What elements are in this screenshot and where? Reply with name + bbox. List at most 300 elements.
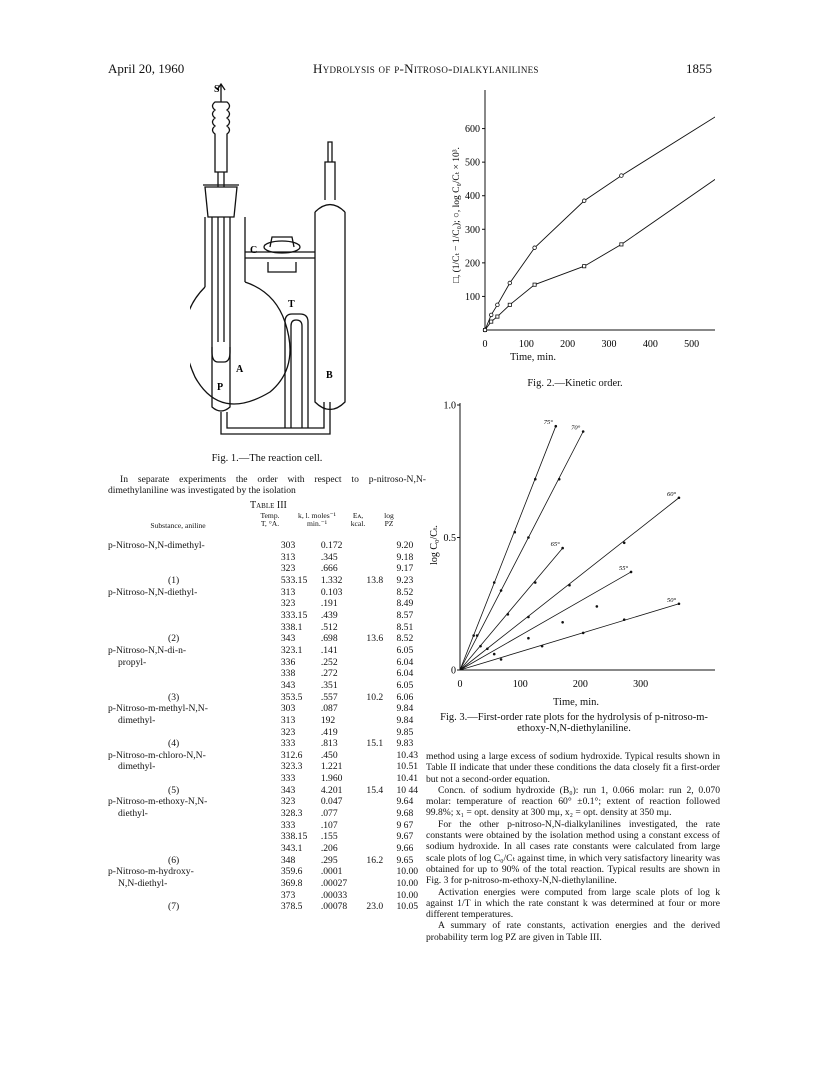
table-cell: 323.1 [280, 644, 303, 656]
fig2-x-tick-label: 300 [601, 339, 617, 350]
table-cell: 10.2 [366, 691, 384, 703]
fig3-caption: Fig. 3.—First-order rate plots for the hydrolysis of p-nitroso-m-ethoxy-N,N-diethylaniline. [440, 712, 708, 734]
table-cell: 359.6 [280, 866, 303, 878]
fig2-x-tick-label: 400 [642, 339, 658, 350]
table-cell: 373 [280, 889, 296, 901]
fig3-point [630, 571, 633, 574]
table-cell: 6.04 [396, 656, 414, 668]
table-cell: .00027 [320, 878, 348, 890]
table-cell: .557 [320, 691, 338, 703]
table-cell [364, 540, 394, 552]
table-cell-substance: p-Nitroso-m-ethoxy-N,N- [108, 796, 208, 808]
table-cell: 333 [280, 738, 296, 750]
table-cell-substance: dimethyl- [118, 761, 156, 773]
table-row [108, 901, 426, 913]
table-cell-substance: (2) [168, 633, 180, 645]
table-cell-substance: p-Nitroso-N,N-di-n- [108, 644, 187, 656]
table-cell: 9.20 [396, 540, 414, 551]
table-cell [364, 703, 394, 715]
fig3-point [479, 645, 482, 648]
table-row [108, 785, 426, 797]
table-cell: 323 [280, 796, 296, 808]
fig2-y-tick-label: 300 [465, 224, 480, 236]
fig3-point [561, 547, 564, 550]
fig3-point [476, 634, 479, 637]
fig2-x-tick-label: 0 [482, 339, 488, 350]
table-cell: 6.05 [396, 679, 414, 691]
fig3-series-line [460, 604, 679, 670]
table-row [108, 773, 426, 785]
table-cell: 13.6 [366, 633, 384, 645]
fig2-y-tick-label: 500 [465, 157, 480, 169]
table-cell [364, 843, 394, 855]
table-cell: 9.65 [396, 854, 414, 866]
intro-paragraph: In separate experiments the order with respect to p-nitroso-N,N-dimethylaniline was investigated by the isolation [108, 474, 426, 497]
table-row [108, 680, 426, 692]
table-cell-substance [108, 843, 279, 855]
col-temp-2: T, °A. [260, 519, 280, 528]
fig2-y-tick-label: 600 [465, 124, 480, 136]
table-cell: 9.83 [396, 738, 414, 750]
table-cell: .206 [320, 843, 338, 855]
fig2-point-square [490, 320, 493, 323]
fig3-point [541, 645, 544, 648]
table-cell: 6.04 [396, 668, 414, 680]
table-cell: .698 [320, 633, 338, 645]
table-cell-substance [108, 680, 279, 692]
label-s: S [214, 84, 220, 95]
fig3-point [513, 531, 516, 534]
fig2-point-circle [533, 246, 537, 250]
fig3-series-label: 55° [619, 564, 629, 572]
page-number: 1855 [686, 61, 712, 76]
table-cell: .141 [320, 644, 338, 656]
table-cell: 338.15 [280, 831, 308, 843]
fig3-point [527, 536, 530, 539]
table-cell: 8.52 [396, 633, 414, 645]
table-cell-substance [108, 563, 279, 575]
fig1-caption: Fig. 1.—The reaction cell. [211, 453, 323, 464]
table-cell [364, 552, 394, 564]
fig2-chart [425, 85, 715, 365]
fig2-x-tick-label: 500 [684, 339, 700, 350]
fig3-point [623, 542, 626, 545]
table-cell [364, 808, 394, 820]
table-cell: 10.00 [396, 866, 419, 878]
table-cell: 9.23 [396, 574, 414, 586]
fig3-ylabel: log C₀/Cₜ. [429, 525, 440, 565]
table-cell: 369.8 [280, 878, 303, 890]
fig2-point-circle [496, 303, 500, 307]
table-cell: 192 [320, 714, 336, 726]
table-cell: 9.64 [396, 796, 414, 808]
fig2-series-line [485, 176, 715, 330]
table-cell: 333 [280, 819, 296, 831]
table-cell [364, 598, 394, 610]
fig2-x-tick-label: 200 [560, 339, 576, 350]
table-cell: 1.960 [320, 773, 343, 785]
table-cell: 378.5 [280, 901, 303, 913]
table-cell: .191 [320, 598, 338, 610]
table-cell: 303 [280, 540, 296, 551]
fig3-point [554, 425, 557, 428]
table-cell [364, 715, 394, 727]
fig3-point [558, 478, 561, 481]
fig3-point [623, 618, 626, 621]
table-cell: 10.41 [396, 773, 419, 785]
table-cell: 313 [280, 586, 296, 598]
table-cell [364, 645, 394, 657]
table-cell: 0.047 [320, 796, 343, 808]
table-cell: 9 67 [396, 819, 414, 831]
fig3-point [596, 605, 599, 608]
fig2-point-square [483, 328, 486, 331]
table-cell: 10.05 [396, 901, 419, 913]
table-cell: 348 [280, 854, 296, 866]
table-cell: 333.15 [280, 609, 308, 621]
table-cell: 23.0 [366, 901, 384, 913]
fig3-point [493, 653, 496, 656]
table-cell: .419 [320, 726, 338, 738]
label-c: C [250, 245, 258, 256]
fig3-series-label: 75° [543, 419, 553, 427]
table-row [108, 587, 426, 599]
table-cell: 353.5 [280, 691, 303, 703]
table-cell: 328.3 [280, 808, 303, 820]
table-row [108, 715, 426, 727]
table-cell-substance [108, 552, 279, 564]
table-cell-substance: (1) [168, 574, 180, 586]
table-cell: 343.1 [280, 843, 303, 855]
table-cell-substance [108, 773, 279, 785]
table-cell: .813 [320, 738, 338, 750]
table-cell: 333 [280, 773, 296, 785]
table-row [108, 738, 426, 750]
table-title: Table III [250, 500, 287, 511]
table-cell: .351 [320, 679, 338, 691]
table-cell: 343 [280, 679, 296, 691]
fig3-point [678, 602, 681, 605]
table-cell: 9.17 [396, 563, 414, 575]
fig3-point [500, 658, 503, 661]
fig2-point-square [583, 265, 586, 268]
fig2-point-square [533, 283, 536, 286]
table-row [108, 692, 426, 704]
fig3-point [561, 621, 564, 624]
table-cell [364, 796, 394, 808]
fig3-y-tick-label: 0.5 [443, 533, 456, 544]
table-cell: 323 [280, 726, 296, 738]
table-cell-substance: p-Nitroso-N,N-diethyl- [108, 586, 198, 598]
table-cell: .077 [320, 808, 338, 820]
table-cell: 533.15 [280, 574, 308, 586]
fig2-point-square [496, 315, 499, 318]
table-cell-substance: p-Nitroso-N,N-dimethyl- [108, 540, 205, 551]
table-cell: .252 [320, 656, 338, 668]
fig3-point [507, 613, 510, 616]
table-cell: 323 [280, 598, 296, 610]
table-cell-substance: (3) [168, 691, 180, 703]
fig3-series-line [460, 548, 563, 670]
table-cell: 0.103 [320, 586, 343, 598]
table-cell [364, 820, 394, 832]
table-cell-substance [108, 831, 279, 843]
fig2-point-circle [582, 199, 586, 203]
table-cell-substance [108, 820, 279, 832]
table-row [108, 890, 426, 902]
table-cell: 10.00 [396, 889, 419, 901]
fig3-series-line [460, 432, 583, 671]
table-row [108, 808, 426, 820]
table-cell: 9.66 [396, 843, 414, 855]
table-cell-substance: (7) [168, 901, 180, 913]
table-cell: 9.68 [396, 808, 414, 820]
fig2-point-square [620, 243, 623, 246]
table-row [108, 598, 426, 610]
table-row [108, 657, 426, 669]
fig2-point-circle [508, 281, 512, 285]
table-row [108, 866, 426, 878]
table-cell: 1.221 [320, 761, 343, 773]
table-cell: 15.1 [366, 738, 384, 750]
table-cell: 323.3 [280, 761, 303, 773]
table-cell: 9.84 [396, 714, 414, 726]
table-cell: 13.8 [366, 574, 384, 586]
label-b: B [326, 370, 333, 381]
table-row [108, 703, 426, 715]
table-row [108, 750, 426, 762]
table-cell-substance: p-Nitroso-m-hydroxy- [108, 866, 194, 878]
col-temp-1: Temp. [260, 511, 280, 520]
fig3-point [493, 581, 496, 584]
table-cell: 4.201 [320, 784, 343, 796]
table-cell [364, 727, 394, 739]
table-row [108, 831, 426, 843]
table-cell: 10.00 [396, 878, 419, 890]
table-iii [108, 512, 426, 913]
table-cell-substance: propyl- [118, 656, 147, 668]
fig2-xlabel: Time, min. [510, 352, 556, 363]
table-cell: 313 [280, 551, 296, 563]
table-cell: .00033 [320, 889, 348, 901]
table-row [108, 540, 426, 552]
fig3-point [486, 648, 489, 651]
fig2-x-tick-label: 100 [518, 339, 534, 350]
fig3-series-label: 70° [571, 424, 581, 432]
fig3-series-label: 60° [666, 490, 677, 498]
col-ea-1: Eᴀ, [352, 511, 364, 520]
paragraph-3: For the other p-nitroso-N,N-dialkylanilines investigated, the rate constants were obtained by the isolation method using a constant excess of sodium hydroxide. In all cases rate constants were calculated from large scale plots of log C₀/Cₜ against time, in which very satisfactory linearity was obtained for up to 90% of the total reaction. Typical results are shown in Fig. 3 for p-nitroso-m-ethoxy-N,N-diethylaniline. [426, 818, 720, 887]
col-logpz-1: log [384, 511, 394, 520]
fig3-point [678, 496, 681, 499]
table-cell-substance [108, 622, 279, 634]
table-cell [364, 587, 394, 599]
fig2-point-circle [489, 313, 493, 317]
table-cell-substance: N,N-diethyl- [118, 878, 168, 890]
table-cell [364, 773, 394, 785]
fig3-point [500, 589, 503, 592]
fig3-point [534, 478, 537, 481]
fig3-point [527, 616, 530, 619]
col-substance: Substance, aniline [150, 521, 206, 530]
fig2-y-tick-label: 400 [465, 191, 480, 203]
table-cell: 343 [280, 784, 296, 796]
fig3-x-tick-label: 0 [457, 679, 463, 690]
table-row [108, 645, 426, 657]
table-cell [364, 866, 394, 878]
table-cell: 6.05 [396, 644, 414, 656]
table-cell-substance [108, 598, 279, 610]
table-cell: 1.332 [320, 574, 343, 586]
fig3-series-line [460, 498, 679, 670]
table-cell [364, 668, 394, 680]
table-cell: .00078 [320, 901, 348, 913]
table-cell: 343 [280, 633, 296, 645]
table-cell: 9.67 [396, 831, 414, 843]
table-cell-substance: (6) [168, 854, 180, 866]
table-cell [364, 610, 394, 622]
fig3-series-line [460, 426, 556, 670]
fig3-xlabel: Time, min. [553, 697, 599, 708]
table-cell: 9.85 [396, 726, 414, 738]
label-p: P [217, 382, 224, 393]
fig3-x-tick-label: 100 [512, 679, 528, 690]
fig3-x-tick-label: 300 [633, 679, 649, 690]
table-cell: 8.51 [396, 621, 414, 633]
table-cell: .0001 [320, 866, 343, 878]
table-cell: 8.57 [396, 609, 414, 621]
paragraph-2: Concn. of sodium hydroxide (B₀): run 1, 0.066 molar: run 2, 0.070 molar: temperature of reaction 60° ±0.1°; extent of reaction followed 99.8%; x₁ = opt. density at 300 mμ, x₂ = opt. density at 350 mμ. [426, 784, 720, 819]
table-cell: 10.51 [396, 761, 419, 773]
label-a: A [236, 364, 244, 375]
table-cell: 338 [280, 668, 296, 680]
paragraph-1: method using a large excess of sodium hydroxide. Typical results shown in Table II indicate that under these conditions the data closely fit a first-order but not a second-order equation. [426, 751, 720, 785]
fig3-chart [425, 395, 725, 705]
table-cell: .107 [320, 819, 338, 831]
table-cell: 313 [280, 714, 296, 726]
table-cell: .345 [320, 551, 338, 563]
reaction-cell-figure [190, 82, 390, 452]
table-cell-substance [108, 610, 279, 622]
table-cell-substance: dimethyl- [118, 714, 156, 726]
table-cell: .087 [320, 703, 338, 715]
table-cell [364, 622, 394, 634]
table-body [108, 540, 426, 913]
fig2-caption: Fig. 2.—Kinetic order. [527, 378, 623, 389]
fig2-point-circle [620, 174, 624, 178]
table-cell [364, 831, 394, 843]
table-row [108, 610, 426, 622]
table-row [108, 727, 426, 739]
table-cell: 338.1 [280, 621, 303, 633]
fig2-y-tick-label: 100 [465, 291, 480, 303]
table-row [108, 668, 426, 680]
table-cell-substance: (4) [168, 738, 180, 750]
col-ea-2: kcal. [350, 519, 366, 528]
label-t: T [288, 299, 295, 310]
table-row [108, 820, 426, 832]
table-cell: 303 [280, 703, 296, 715]
table-cell: 8.49 [396, 598, 414, 610]
paragraph-5: A summary of rate constants, activation energies and the derived probability term log PZ are given in Table III. [426, 920, 720, 943]
table-cell [364, 890, 394, 902]
paragraph-4: Activation energies were computed from large scale plots of log k against 1/T in which the rate constant k was determined at four or more different temperatures. [426, 886, 720, 921]
table-row [108, 843, 426, 855]
table-cell: 9.84 [396, 703, 414, 715]
table-cell: 10.43 [396, 749, 419, 761]
table-cell [364, 657, 394, 669]
table-cell [364, 761, 394, 773]
table-cell-substance [108, 890, 279, 902]
table-cell: 312.6 [280, 749, 303, 761]
fig3-point [568, 584, 571, 587]
table-cell: 0.172 [320, 540, 343, 551]
table-cell: 9.18 [396, 551, 414, 563]
table-cell-substance: p-Nitroso-m-chloro-N,N- [108, 749, 206, 761]
table-cell: .155 [320, 831, 338, 843]
right-column-text [426, 751, 720, 943]
table-cell: 336 [280, 656, 296, 668]
col-k-2: min.⁻¹ [307, 519, 327, 528]
table-cell-substance: (5) [168, 784, 180, 796]
table-cell: .439 [320, 609, 338, 621]
table-cell: 16.2 [366, 854, 384, 866]
running-header-title: Hydrolysis of p-Nitroso-dialkylanilines [313, 61, 539, 76]
table-row [108, 552, 426, 564]
table-cell: 8.52 [396, 586, 414, 598]
table-cell: 15.4 [366, 784, 384, 796]
fig3-series-label: 50° [666, 596, 677, 604]
fig3-point [534, 581, 537, 584]
fig3-point [472, 634, 475, 637]
table-row [108, 761, 426, 773]
fig2-point-square [508, 303, 511, 306]
col-logpz-2: PZ [384, 519, 394, 528]
fig2-y-tick-label: 200 [465, 258, 480, 270]
table-cell-substance [108, 727, 279, 739]
fig3-point [582, 430, 585, 433]
running-header-date: April 20, 1960 [108, 61, 185, 76]
table-cell: .295 [320, 854, 338, 866]
table-row [108, 855, 426, 867]
table-cell [364, 563, 394, 575]
table-row [108, 633, 426, 645]
fig3-x-tick-label: 200 [572, 679, 588, 690]
table-row [108, 796, 426, 808]
table-cell [364, 750, 394, 762]
table-cell: 323 [280, 563, 296, 575]
table-cell-substance: p-Nitroso-m-methyl-N,N- [108, 703, 208, 715]
table-cell-substance: diethyl- [118, 808, 148, 820]
table-cell: .450 [320, 749, 338, 761]
fig2-ylabel: □, (1/Cₜ − 1/C₀); ○, log C₀/Cₜ × 10³. [452, 147, 462, 283]
table-cell [364, 680, 394, 692]
table-row [108, 878, 426, 890]
fig3-point [582, 632, 585, 635]
fig3-point [527, 637, 530, 640]
table-cell: .512 [320, 621, 338, 633]
table-row [108, 575, 426, 587]
table-cell: .666 [320, 563, 338, 575]
col-k-1: k, l. moles⁻¹ [298, 511, 336, 520]
fig3-series-label: 65° [550, 541, 560, 549]
table-row [108, 563, 426, 575]
table-row [108, 622, 426, 634]
table-cell: 6.06 [396, 691, 414, 703]
table-cell-substance [108, 668, 279, 680]
table-cell: 10 44 [396, 784, 419, 796]
fig3-y-tick-label: 0 [451, 665, 456, 677]
